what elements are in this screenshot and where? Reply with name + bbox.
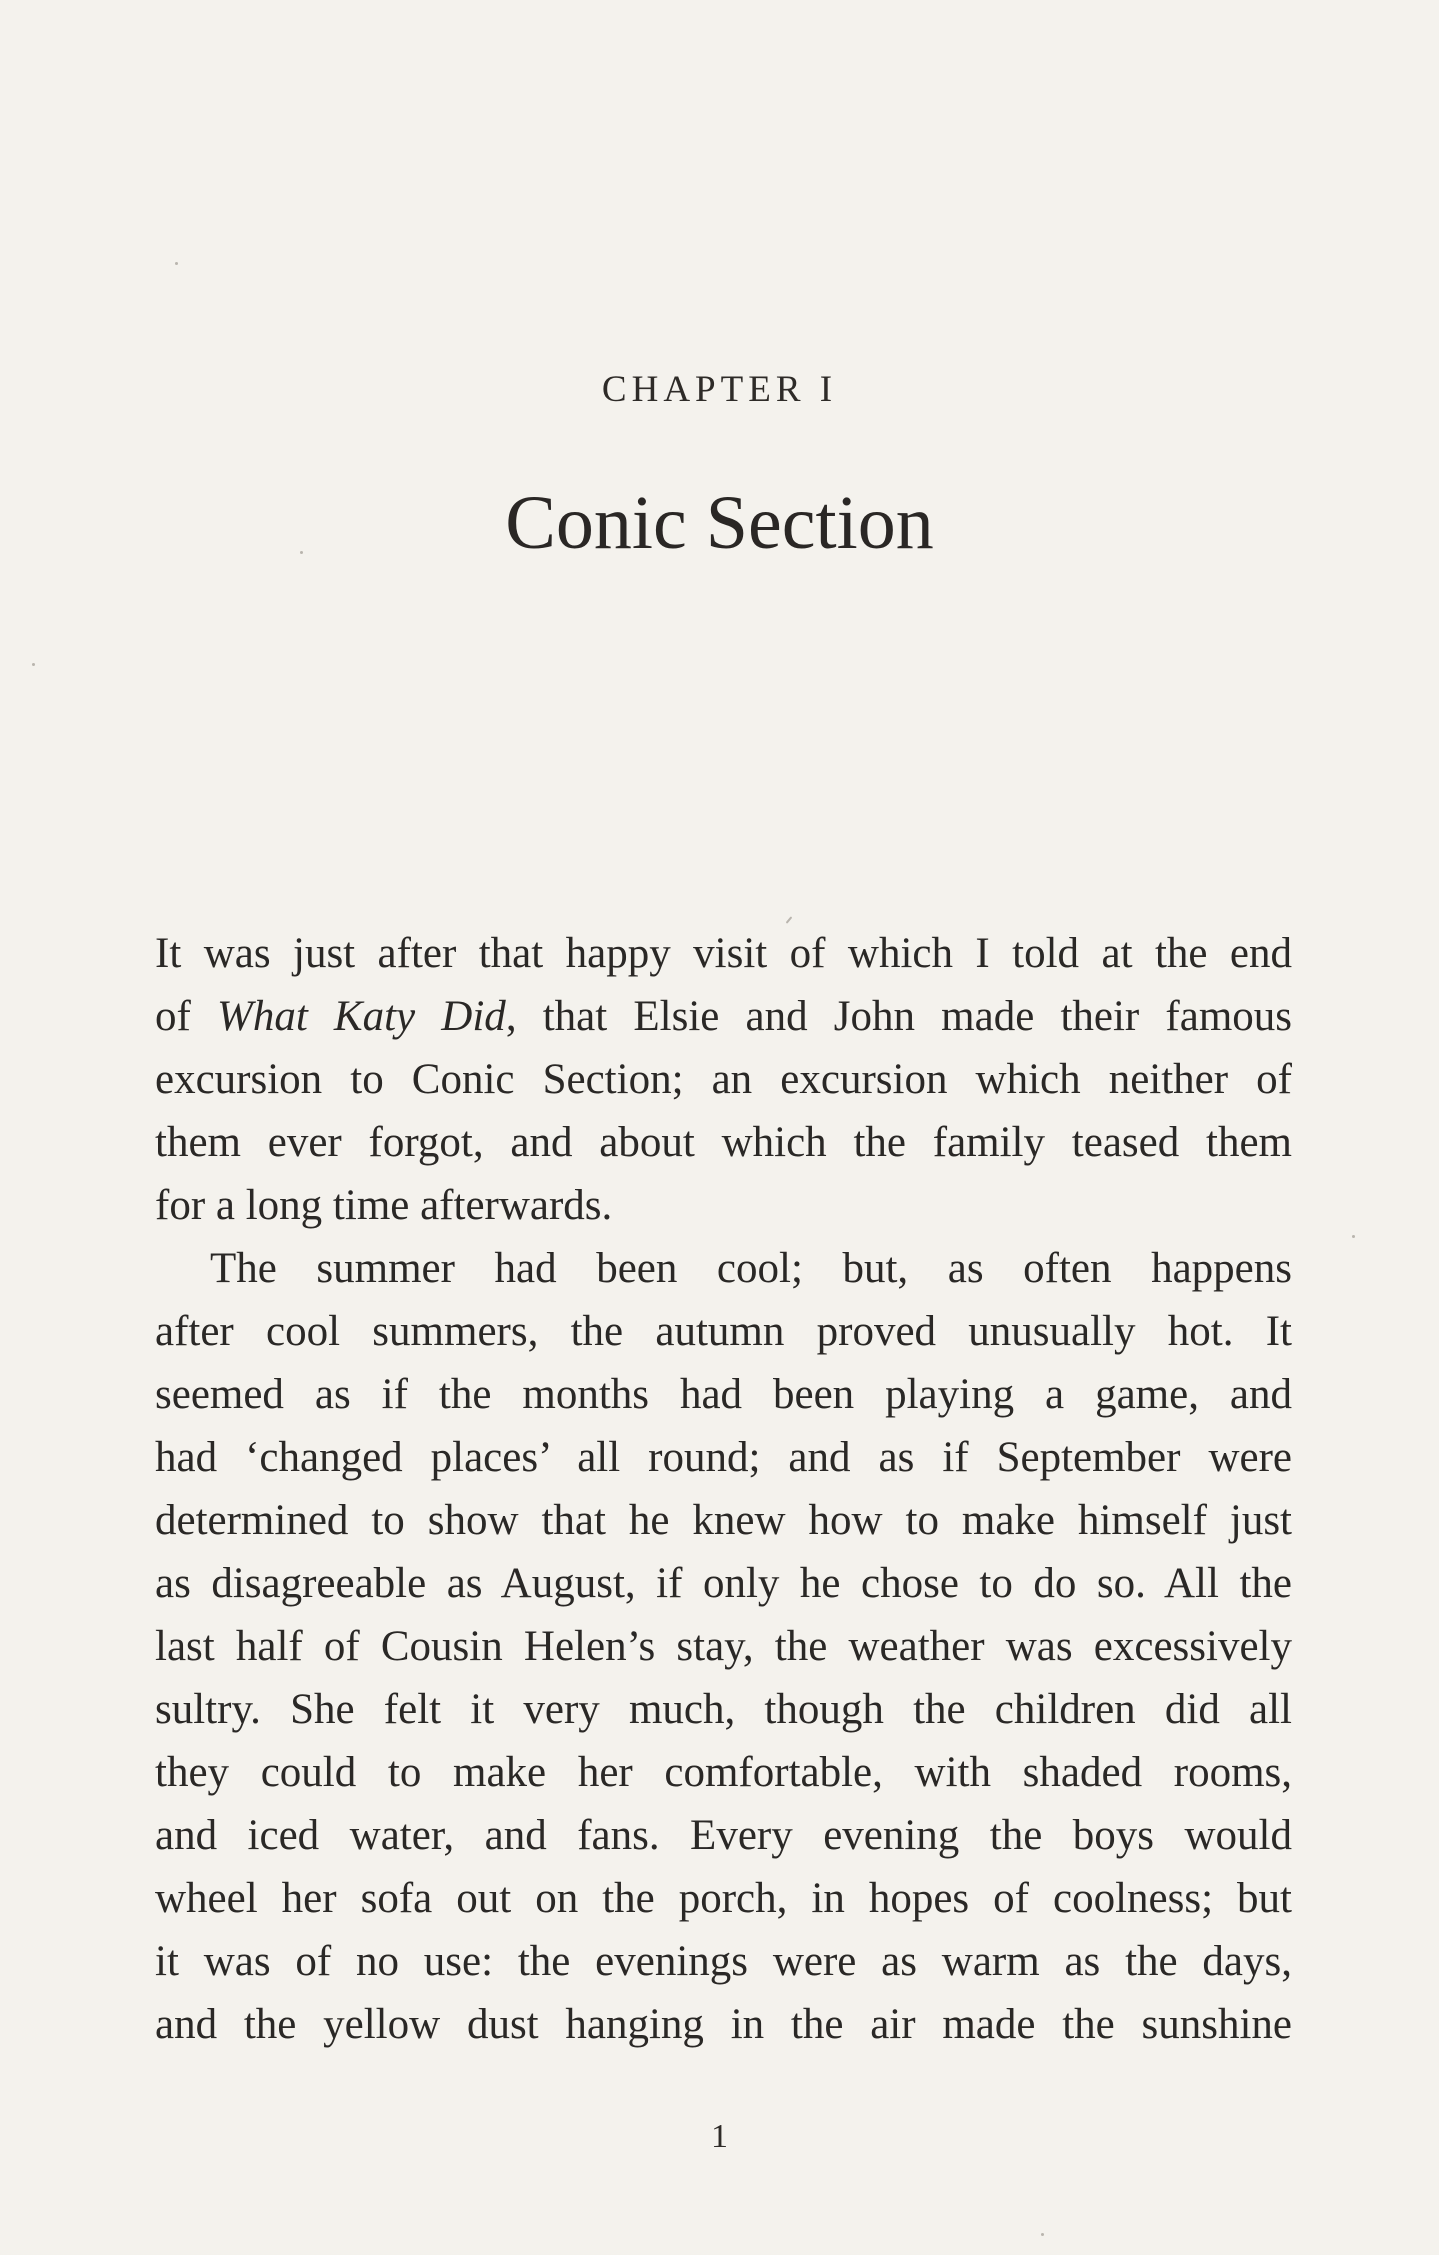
scan-speck (175, 262, 178, 265)
text-line: excursion to Conic Section; an excursion which neither of (155, 1056, 1292, 1103)
text-line: and iced water, and fans. Every evening the boys would (155, 1812, 1292, 1859)
text-line: for a long time afterwards. (155, 1182, 613, 1229)
text-line: it was of no use: the evenings were as warm as the days, (155, 1938, 1292, 1985)
chapter-label: CHAPTER I (601, 369, 838, 410)
text-line: wheel her sofa out on the porch, in hopes of coolness; but (155, 1875, 1292, 1922)
scan-speck (1041, 2233, 1044, 2236)
text-line: as disagreeable as August, if only he chose to do so. All the (155, 1560, 1292, 1607)
book-title-what-katy-did: What Katy Did (217, 993, 506, 1040)
scan-speck (300, 551, 303, 554)
text-line: they could to make her comfortable, with shaded rooms, (155, 1749, 1292, 1796)
text-line: them ever forgot, and about which the family teased them (155, 1119, 1292, 1166)
text-line-rest: , that Elsie and John made their famous (505, 993, 1293, 1040)
text-line: and the yellow dust hanging in the air made the sunshine (155, 2001, 1292, 2048)
text-line: sultry. She felt it very much, though the children did all (155, 1686, 1292, 1733)
text-line (155, 985, 1292, 1048)
chapter-body (155, 922, 1292, 2056)
text-line: seemed as if the months had been playing a game, and (155, 1371, 1292, 1418)
scan-speck (1352, 1235, 1355, 1238)
text-line: determined to show that he knew how to make himself just (155, 1497, 1292, 1544)
text-line-start: of (155, 993, 217, 1040)
chapter-title: Conic Section (505, 481, 934, 565)
text-line: The summer had been cool; but, as often happens (210, 1245, 1292, 1292)
page-number: 1 (711, 2118, 728, 2155)
text-line: had ‘changed places’ all round; and as if September were (155, 1434, 1292, 1481)
text-line: It was just after that happy visit of which I told at the end (155, 930, 1292, 977)
text-line: after cool summers, the autumn proved unusually hot. It (155, 1308, 1292, 1355)
scan-speck (32, 663, 35, 666)
text-line: last half of Cousin Helen’s stay, the weather was excessively (155, 1623, 1292, 1670)
